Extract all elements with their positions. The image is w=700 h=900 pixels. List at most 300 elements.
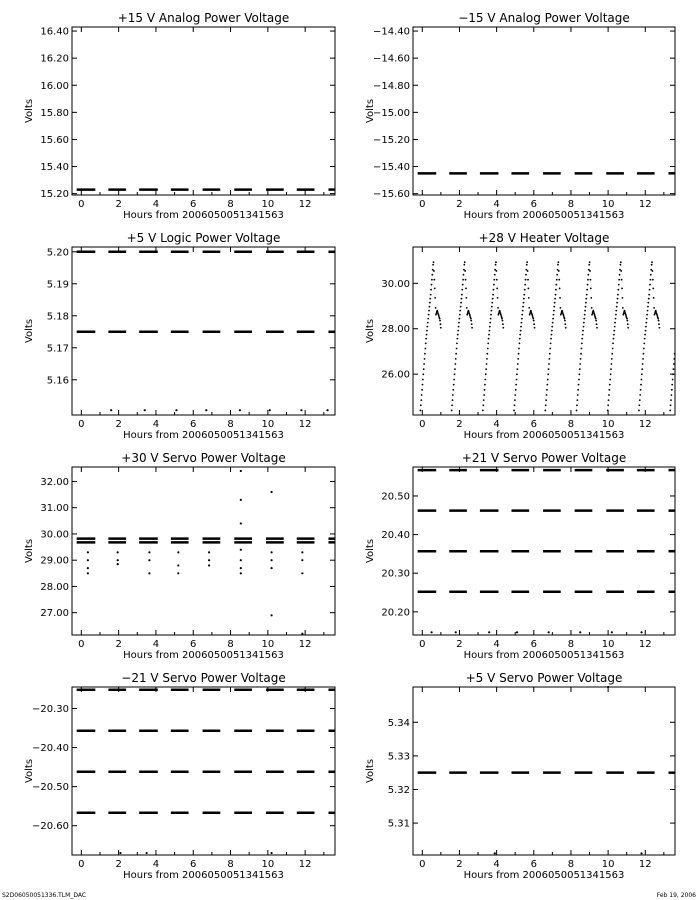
data-point bbox=[524, 289, 526, 291]
data-point bbox=[496, 279, 498, 281]
data-point bbox=[205, 409, 207, 411]
data-point bbox=[579, 368, 581, 370]
x-tick-label: 6 bbox=[530, 639, 537, 650]
x-tick-label: 2 bbox=[115, 199, 122, 210]
data-point bbox=[300, 409, 302, 411]
data-point bbox=[658, 320, 660, 322]
data-point bbox=[626, 318, 628, 320]
data-point bbox=[424, 358, 426, 360]
data-point bbox=[548, 358, 550, 360]
data-point bbox=[517, 363, 519, 365]
data-point bbox=[533, 320, 535, 322]
x-tick-label: 2 bbox=[456, 859, 463, 870]
data-point bbox=[608, 389, 610, 391]
plot-frame bbox=[413, 27, 675, 195]
data-point bbox=[641, 373, 643, 375]
data-point bbox=[439, 318, 441, 320]
data-point bbox=[458, 322, 460, 324]
y-tick-label: −20.40 bbox=[31, 743, 69, 755]
data-point bbox=[518, 342, 520, 344]
y-tick-label: −15.00 bbox=[372, 107, 410, 119]
y-tick-label: 26.00 bbox=[381, 369, 410, 381]
data-point bbox=[546, 389, 548, 391]
data-point bbox=[493, 289, 495, 291]
data-point bbox=[489, 330, 491, 332]
data-point bbox=[461, 289, 463, 291]
data-point bbox=[559, 297, 561, 299]
data-point bbox=[584, 314, 586, 316]
data-point bbox=[608, 394, 610, 396]
data-point bbox=[551, 334, 553, 336]
data-point bbox=[527, 288, 529, 290]
data-point bbox=[611, 353, 613, 355]
data-point bbox=[645, 330, 647, 332]
data-point bbox=[617, 289, 619, 291]
data-point bbox=[462, 279, 464, 281]
x-tick-label: 4 bbox=[493, 859, 500, 870]
x-tick-label: 6 bbox=[530, 419, 537, 430]
data-point bbox=[492, 298, 494, 300]
data-point bbox=[484, 379, 486, 381]
data-point bbox=[548, 368, 550, 370]
y-tick-label: 15.20 bbox=[40, 189, 69, 201]
data-point bbox=[429, 306, 431, 308]
data-point bbox=[670, 394, 672, 396]
data-point bbox=[240, 470, 242, 472]
data-point bbox=[622, 307, 624, 309]
data-point bbox=[490, 314, 492, 316]
data-point bbox=[609, 384, 611, 386]
data-point bbox=[672, 379, 674, 381]
data-point bbox=[487, 342, 489, 344]
x-tick-label: 12 bbox=[638, 199, 652, 210]
data-point bbox=[514, 394, 516, 396]
plot-frame bbox=[72, 467, 335, 635]
data-point bbox=[564, 320, 566, 322]
plot-title: −15 V Analog Power Voltage bbox=[458, 11, 630, 25]
data-point bbox=[117, 551, 119, 553]
x-tick-label: 8 bbox=[227, 199, 234, 210]
data-point bbox=[486, 353, 488, 355]
x-tick-label: 2 bbox=[115, 859, 122, 870]
data-point bbox=[502, 320, 504, 322]
data-point bbox=[581, 338, 583, 340]
data-point bbox=[435, 307, 437, 309]
x-axis-label: Hours from 2006050051341563 bbox=[463, 870, 625, 881]
x-tick-label: 4 bbox=[152, 419, 160, 430]
data-point bbox=[422, 373, 424, 375]
data-point bbox=[513, 410, 515, 412]
data-point bbox=[613, 330, 615, 332]
plot-panel-2 bbox=[365, 11, 675, 221]
data-point bbox=[547, 373, 549, 375]
data-point bbox=[617, 294, 619, 296]
y-tick-label: −20.30 bbox=[31, 703, 69, 715]
data-point bbox=[626, 320, 628, 322]
data-point bbox=[440, 327, 442, 329]
data-point bbox=[583, 322, 585, 324]
plot-title: +5 V Servo Power Voltage bbox=[465, 671, 623, 685]
data-point bbox=[433, 279, 435, 281]
y-axis-label: Volts bbox=[365, 98, 376, 124]
data-point bbox=[585, 306, 587, 308]
data-point bbox=[577, 394, 579, 396]
y-tick-label: 15.80 bbox=[40, 107, 69, 119]
data-point bbox=[516, 368, 518, 370]
data-point bbox=[422, 384, 424, 386]
data-point bbox=[620, 261, 622, 263]
y-tick-label: 5.18 bbox=[46, 311, 69, 323]
data-point bbox=[585, 302, 587, 304]
data-point bbox=[564, 318, 566, 320]
data-point bbox=[486, 363, 488, 365]
data-point bbox=[488, 631, 490, 633]
y-tick-label: 28.00 bbox=[40, 581, 69, 593]
data-point bbox=[87, 572, 89, 574]
data-point bbox=[553, 310, 555, 312]
x-tick-label: 10 bbox=[601, 199, 615, 210]
data-point bbox=[486, 358, 488, 360]
x-tick-label: 8 bbox=[567, 419, 575, 430]
x-tick-label: 10 bbox=[601, 639, 615, 650]
data-point bbox=[546, 384, 548, 386]
data-point bbox=[652, 270, 654, 272]
data-point bbox=[640, 852, 642, 854]
data-point bbox=[464, 261, 466, 263]
data-point bbox=[558, 270, 560, 272]
data-point bbox=[496, 288, 498, 290]
data-point bbox=[622, 297, 624, 299]
x-tick-label: 10 bbox=[261, 639, 275, 650]
x-tick-label: 2 bbox=[115, 639, 122, 650]
data-point bbox=[583, 318, 585, 320]
plot-panel-4 bbox=[365, 231, 676, 441]
plot-panel-7 bbox=[24, 671, 335, 881]
data-point bbox=[649, 289, 651, 291]
data-point bbox=[484, 384, 486, 386]
data-point bbox=[492, 294, 494, 296]
data-point bbox=[649, 279, 651, 281]
data-point bbox=[645, 326, 647, 328]
y-tick-label: −14.80 bbox=[372, 80, 410, 92]
data-point bbox=[548, 631, 550, 633]
x-tick-label: 0 bbox=[419, 419, 426, 430]
data-point bbox=[652, 279, 654, 281]
data-point bbox=[596, 323, 598, 325]
data-point bbox=[430, 631, 432, 633]
data-point bbox=[582, 330, 584, 332]
data-point bbox=[578, 373, 580, 375]
y-axis-label: Volts bbox=[365, 538, 376, 564]
data-point bbox=[463, 274, 465, 276]
data-point bbox=[583, 326, 585, 328]
data-point bbox=[493, 279, 495, 281]
data-point bbox=[326, 409, 328, 411]
x-tick-label: 8 bbox=[567, 859, 575, 870]
data-point bbox=[673, 368, 675, 370]
x-tick-label: 0 bbox=[419, 639, 426, 650]
data-point bbox=[429, 298, 431, 300]
data-point bbox=[459, 318, 461, 320]
data-point bbox=[240, 522, 242, 524]
data-point bbox=[482, 410, 484, 412]
y-tick-label: −15.20 bbox=[372, 134, 410, 146]
data-point bbox=[270, 567, 272, 569]
data-point bbox=[564, 323, 566, 325]
data-point bbox=[618, 284, 620, 286]
y-tick-label: 20.50 bbox=[381, 491, 410, 503]
data-point bbox=[545, 399, 547, 401]
data-point bbox=[490, 318, 492, 320]
data-point bbox=[638, 404, 640, 406]
x-tick-label: 4 bbox=[493, 639, 500, 650]
data-point bbox=[638, 410, 640, 412]
data-point bbox=[653, 307, 655, 309]
x-tick-label: 4 bbox=[493, 419, 500, 430]
data-point bbox=[577, 389, 579, 391]
data-point bbox=[240, 559, 242, 561]
y-tick-label: 32.00 bbox=[40, 476, 69, 488]
data-point bbox=[657, 318, 659, 320]
data-point bbox=[590, 279, 592, 281]
data-point bbox=[576, 399, 578, 401]
data-point bbox=[425, 338, 427, 340]
data-point bbox=[558, 279, 560, 281]
plot-title: +5 V Logic Power Voltage bbox=[126, 231, 281, 245]
data-point bbox=[523, 298, 525, 300]
data-point bbox=[647, 306, 649, 308]
data-point bbox=[584, 310, 586, 312]
data-point bbox=[673, 363, 675, 365]
data-point bbox=[459, 310, 461, 312]
data-point bbox=[515, 389, 517, 391]
y-tick-label: 20.20 bbox=[381, 607, 410, 619]
data-point bbox=[532, 318, 534, 320]
data-point bbox=[270, 614, 272, 616]
data-point bbox=[559, 288, 561, 290]
x-tick-label: 4 bbox=[152, 199, 160, 210]
data-point bbox=[269, 409, 271, 411]
data-point bbox=[613, 334, 615, 336]
data-point bbox=[117, 559, 119, 561]
y-axis-label: Volts bbox=[24, 758, 35, 784]
data-point bbox=[454, 373, 456, 375]
data-point bbox=[431, 279, 433, 281]
plot-title: +15 V Analog Power Voltage bbox=[117, 11, 290, 25]
data-point bbox=[430, 294, 432, 296]
data-point bbox=[671, 384, 673, 386]
data-point bbox=[652, 288, 654, 290]
data-point bbox=[585, 298, 587, 300]
x-tick-label: 12 bbox=[638, 859, 652, 870]
x-axis-label: Hours from 2006050051341563 bbox=[463, 430, 625, 441]
data-point bbox=[517, 358, 519, 360]
data-point bbox=[502, 327, 504, 329]
data-point bbox=[551, 330, 553, 332]
data-point bbox=[552, 322, 554, 324]
x-tick-label: 6 bbox=[190, 419, 197, 430]
data-point bbox=[534, 327, 536, 329]
y-tick-label: 5.20 bbox=[46, 247, 69, 259]
data-point bbox=[483, 394, 485, 396]
data-point bbox=[607, 404, 609, 406]
data-point bbox=[424, 353, 426, 355]
data-point bbox=[613, 338, 615, 340]
data-point bbox=[497, 307, 499, 309]
data-point bbox=[639, 394, 641, 396]
data-point bbox=[470, 320, 472, 322]
data-point bbox=[455, 358, 457, 360]
data-point bbox=[464, 270, 466, 272]
data-point bbox=[612, 348, 614, 350]
x-tick-label: 12 bbox=[298, 199, 312, 210]
footer-date: Feb 19, 2006 bbox=[656, 892, 696, 899]
data-point bbox=[471, 323, 473, 325]
data-point bbox=[526, 261, 528, 263]
data-point bbox=[430, 289, 432, 291]
data-point bbox=[560, 307, 562, 309]
data-point bbox=[239, 409, 241, 411]
plot-panel-6 bbox=[365, 451, 675, 661]
data-point bbox=[87, 551, 89, 553]
plot-panel-8 bbox=[365, 671, 675, 881]
data-point bbox=[619, 274, 621, 276]
plot-frame bbox=[413, 687, 675, 855]
x-tick-label: 12 bbox=[638, 419, 652, 430]
data-point bbox=[516, 631, 518, 633]
data-point bbox=[459, 314, 461, 316]
data-point bbox=[301, 551, 303, 553]
data-point bbox=[590, 288, 592, 290]
y-tick-label: −20.50 bbox=[31, 782, 69, 794]
data-point bbox=[514, 404, 516, 406]
data-point bbox=[424, 348, 426, 350]
data-point bbox=[607, 410, 609, 412]
data-point bbox=[653, 297, 655, 299]
data-point bbox=[521, 314, 523, 316]
data-point bbox=[483, 399, 485, 401]
data-point bbox=[528, 297, 530, 299]
data-point bbox=[647, 310, 649, 312]
data-point bbox=[456, 348, 458, 350]
data-point bbox=[421, 389, 423, 391]
data-point bbox=[451, 410, 453, 412]
y-tick-label: 31.00 bbox=[40, 503, 69, 515]
data-point bbox=[647, 302, 649, 304]
data-point bbox=[615, 318, 617, 320]
data-point bbox=[148, 551, 150, 553]
data-point bbox=[582, 334, 584, 336]
data-point bbox=[422, 379, 424, 381]
data-point bbox=[554, 302, 556, 304]
x-tick-label: 10 bbox=[601, 859, 615, 870]
data-point bbox=[644, 334, 646, 336]
x-tick-label: 2 bbox=[456, 639, 463, 650]
data-point bbox=[670, 399, 672, 401]
footer-filename: S2D06050051336.TLM_DAC bbox=[2, 892, 87, 899]
data-point bbox=[144, 409, 146, 411]
data-point bbox=[502, 323, 504, 325]
y-axis-label: Volts bbox=[365, 318, 376, 344]
x-tick-label: 4 bbox=[152, 859, 160, 870]
data-point bbox=[578, 379, 580, 381]
data-point bbox=[524, 284, 526, 286]
data-point bbox=[576, 404, 578, 406]
x-tick-label: 6 bbox=[190, 859, 197, 870]
data-point bbox=[641, 379, 643, 381]
data-point bbox=[457, 330, 459, 332]
data-point bbox=[497, 297, 499, 299]
y-tick-label: 16.40 bbox=[40, 26, 69, 38]
data-point bbox=[651, 264, 653, 266]
data-point bbox=[427, 322, 429, 324]
data-point bbox=[576, 410, 578, 412]
data-point bbox=[466, 307, 468, 309]
y-axis-label: Volts bbox=[24, 98, 35, 124]
data-point bbox=[434, 297, 436, 299]
y-tick-label: 5.33 bbox=[387, 751, 410, 763]
data-point bbox=[454, 363, 456, 365]
data-point bbox=[580, 358, 582, 360]
data-point bbox=[557, 264, 559, 266]
x-tick-label: 8 bbox=[227, 859, 234, 870]
x-tick-label: 2 bbox=[456, 419, 463, 430]
data-point bbox=[516, 373, 518, 375]
data-point bbox=[520, 330, 522, 332]
data-point bbox=[148, 572, 150, 574]
x-tick-label: 8 bbox=[227, 419, 234, 430]
data-point bbox=[518, 348, 520, 350]
data-point bbox=[484, 389, 486, 391]
data-point bbox=[461, 298, 463, 300]
data-point bbox=[516, 379, 518, 381]
data-point bbox=[550, 342, 552, 344]
data-point bbox=[488, 338, 490, 340]
data-point bbox=[471, 327, 473, 329]
data-point bbox=[589, 261, 591, 263]
data-point bbox=[452, 389, 454, 391]
data-point bbox=[494, 852, 496, 854]
data-point bbox=[423, 363, 425, 365]
data-point bbox=[454, 368, 456, 370]
data-point bbox=[515, 384, 517, 386]
y-tick-label: 29.00 bbox=[40, 555, 69, 567]
y-tick-label: −20.60 bbox=[31, 821, 69, 833]
data-point bbox=[614, 326, 616, 328]
data-point bbox=[494, 274, 496, 276]
data-point bbox=[646, 314, 648, 316]
data-point bbox=[588, 264, 590, 266]
data-point bbox=[611, 363, 613, 365]
data-point bbox=[146, 852, 148, 854]
data-point bbox=[488, 334, 490, 336]
data-point bbox=[521, 318, 523, 320]
y-tick-label: 28.00 bbox=[381, 324, 410, 336]
x-tick-label: 0 bbox=[419, 859, 426, 870]
data-point bbox=[270, 559, 272, 561]
data-point bbox=[549, 348, 551, 350]
data-point bbox=[452, 399, 454, 401]
data-point bbox=[429, 302, 431, 304]
data-point bbox=[586, 294, 588, 296]
data-point bbox=[426, 330, 428, 332]
x-axis-label: Hours from 2006050051341563 bbox=[123, 650, 284, 661]
data-point bbox=[565, 327, 567, 329]
data-point bbox=[671, 389, 673, 391]
y-tick-label: 5.19 bbox=[46, 279, 69, 291]
data-point bbox=[148, 559, 150, 561]
data-point bbox=[522, 310, 524, 312]
